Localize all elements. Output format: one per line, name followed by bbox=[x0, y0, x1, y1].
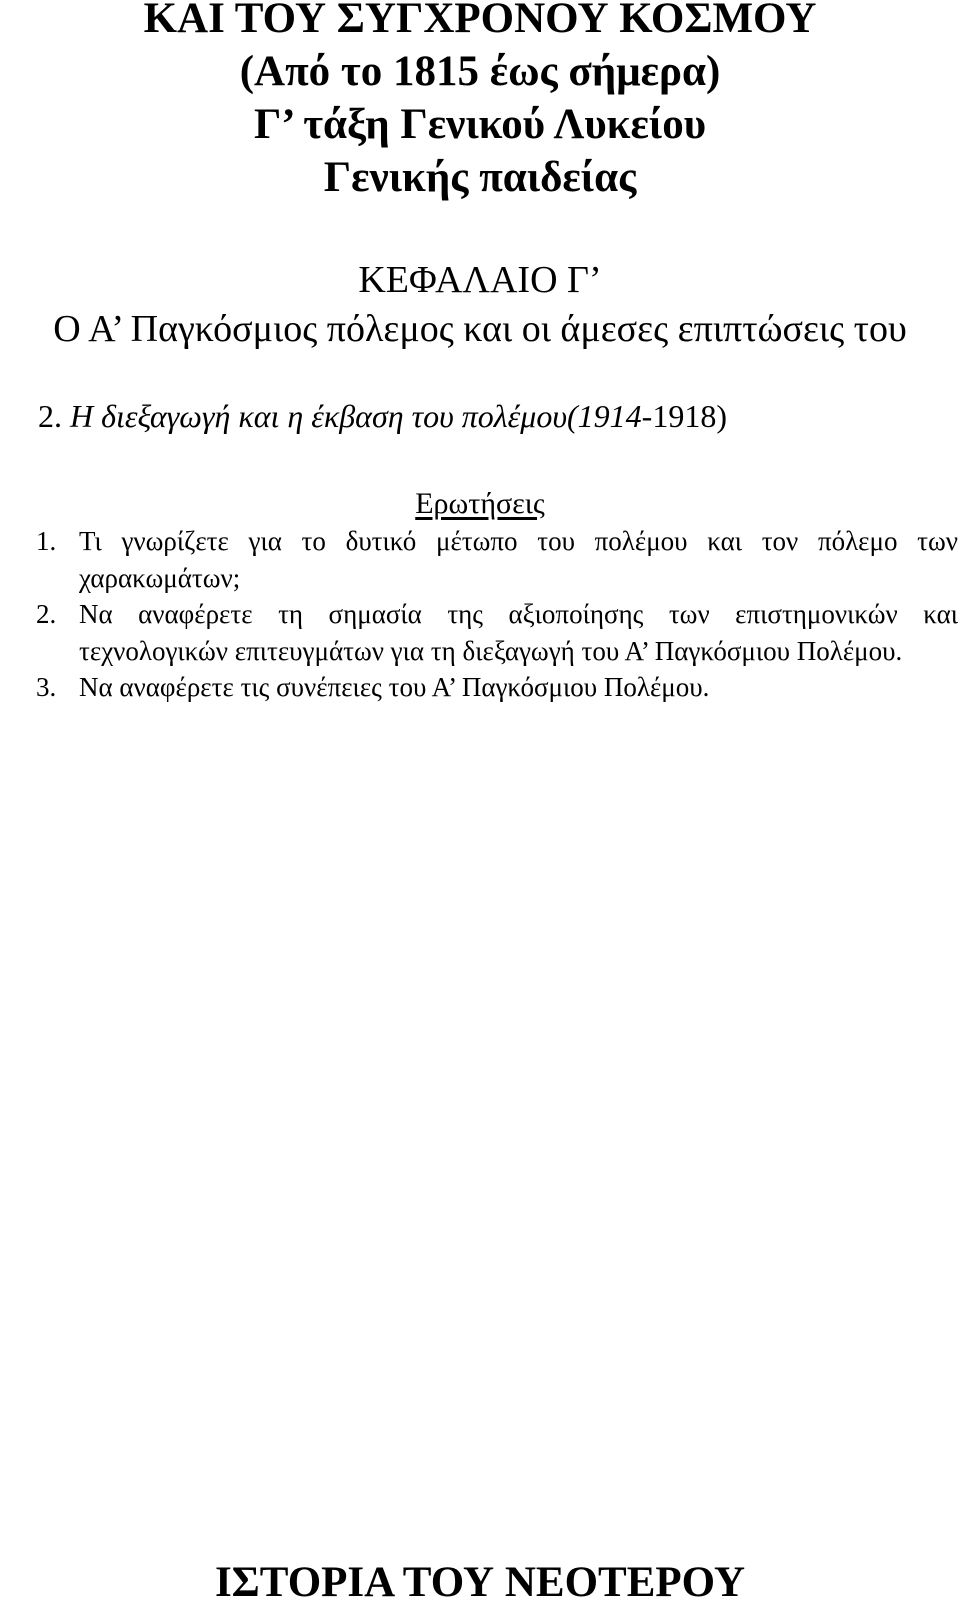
question-text: Τι γνωρίζετε για το δυτικό μέτωπο του πολέμου και τον πόλεμο των χαρακωμάτων; bbox=[79, 526, 958, 593]
chapter-label: ΚΕΦΑΛΑΙΟ Γ’ bbox=[358, 259, 602, 301]
question-number: 2. bbox=[36, 599, 57, 629]
header-line-3: Γ’ τάξη Γενικού Λυκείου bbox=[253, 101, 707, 148]
header-line-2: (Από το 1815 έως σήμερα) bbox=[239, 48, 721, 95]
footer-title: ΙΣΤΟΡΙΑ ΤΟΥ ΝΕΟΤΕΡΟΥ bbox=[214, 1559, 746, 1606]
list-item bbox=[36, 669, 958, 706]
section-number: 2. bbox=[38, 398, 62, 434]
section-title-rest: -1918) bbox=[641, 398, 727, 434]
section-title-italic: Η διεξαγωγή και η έκβαση του πολέμου(1914 bbox=[70, 398, 642, 434]
header-line-1: ΚΑΙ ΤΟΥ ΣΥΓΧΡΟΝΟΥ ΚΟΣΜΟΥ bbox=[143, 0, 817, 42]
document-header bbox=[0, 0, 960, 204]
question-number: 1. bbox=[36, 526, 57, 556]
question-number: 3. bbox=[36, 672, 57, 702]
question-text: Να αναφέρετε τις συνέπειες του Α’ Παγκόσμιου Πολέμου. bbox=[79, 672, 710, 702]
list-item bbox=[36, 596, 958, 669]
header-line-4: Γενικής παιδείας bbox=[323, 154, 637, 201]
section-heading bbox=[38, 396, 727, 436]
questions-heading: Ερωτήσεις bbox=[415, 487, 545, 520]
list-item bbox=[36, 523, 958, 596]
question-text: Να αναφέρετε τη σημασία της αξιοποίησης των επιστημονικών και τεχνολογικών επιτευγμάτων για τη διεξαγωγή του Α’ Παγκόσμιου Πολέμου. bbox=[79, 599, 958, 666]
questions-list bbox=[36, 523, 958, 706]
chapter-title: Ο Α’ Παγκόσμιος πόλεμος και οι άμεσες επιπτώσεις του bbox=[53, 308, 907, 350]
